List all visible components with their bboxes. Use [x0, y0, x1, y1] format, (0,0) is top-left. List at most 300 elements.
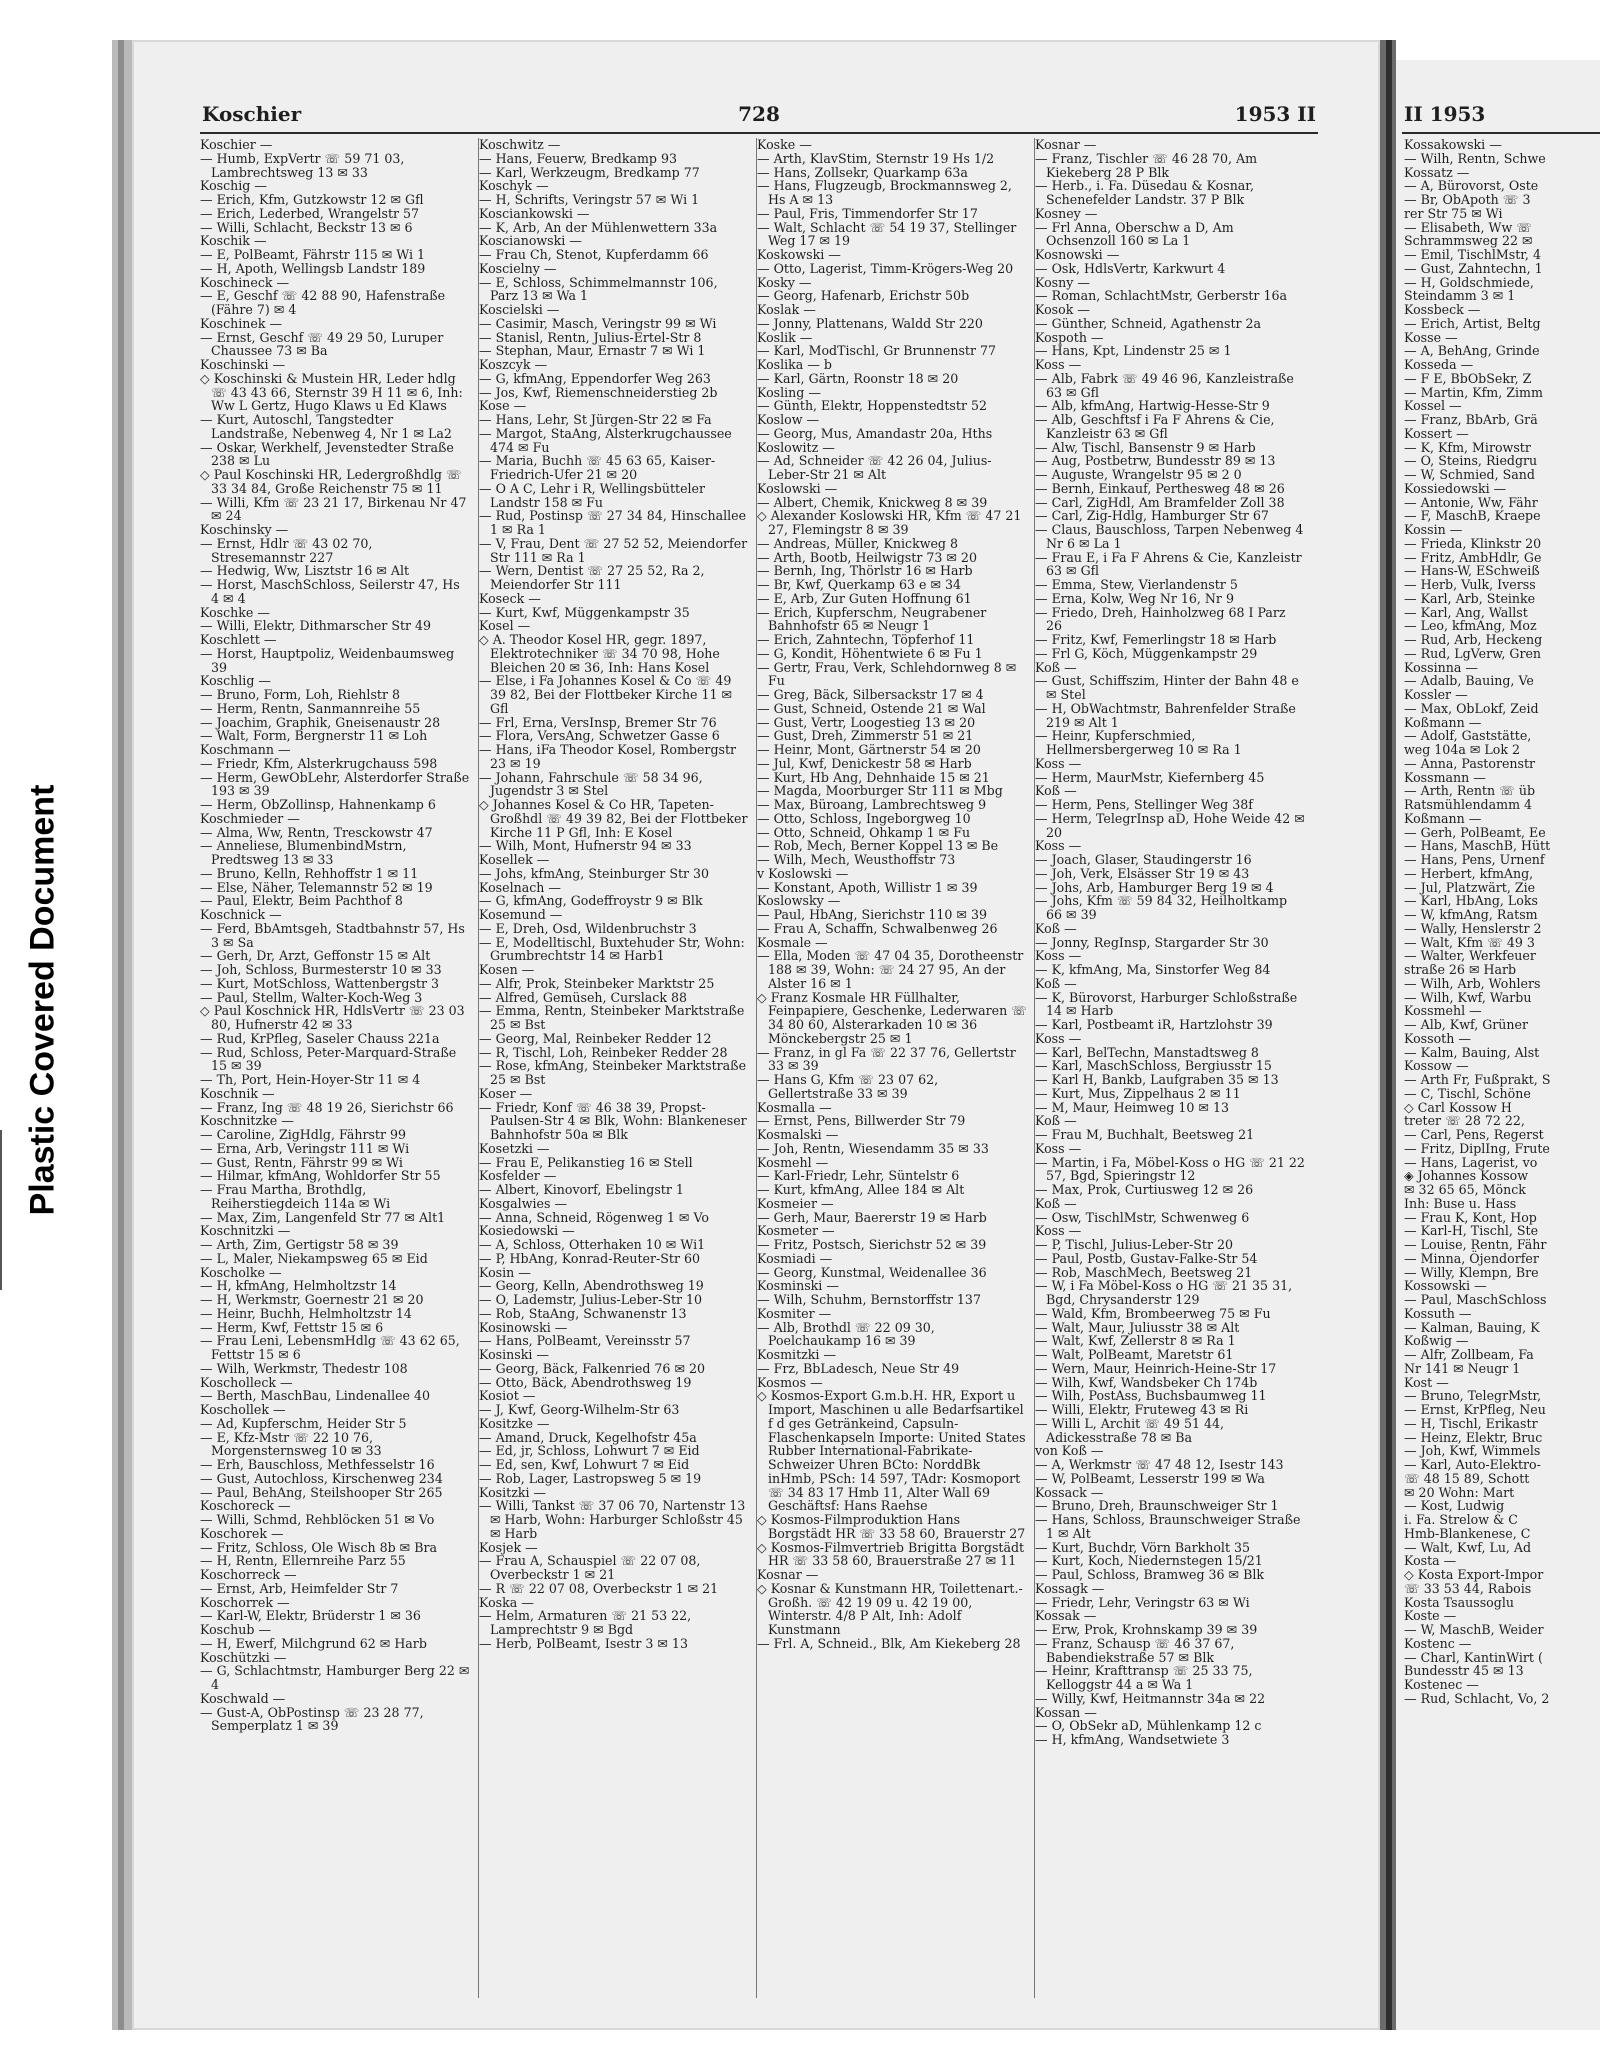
directory-entry: — Andreas, Müller, Knickweg 8 — [757, 535, 959, 551]
directory-entry: — Karl, Postbeamt iR, Hartzlohstr 39 — [1035, 1017, 1273, 1032]
directory-entry: — Herb, PolBeamt, Isestr 3 ✉ 13 — [479, 1635, 688, 1651]
directory-entry: — Wilh, Werkmstr, Thedestr 108 — [200, 1360, 408, 1376]
surname-heading: Kostenec — — [1404, 1677, 1479, 1692]
directory-entry: — Hans, Feuerw, Bredkamp 93 — [479, 150, 678, 166]
surname-heading: Koß — — [1035, 920, 1077, 936]
surname-heading: Koss — — [1035, 838, 1082, 854]
directory-entry: — Otto, Schloss, Ingeborgweg 10 — [757, 810, 971, 826]
directory-entry: — Max, Prok, Curtiusweg 12 ✉ 26 — [1035, 1182, 1254, 1197]
surname-heading: Koß — — [1035, 975, 1077, 991]
surname-heading: Kossatz — — [1404, 164, 1470, 180]
directory-entry: — Walt, Kwf, Zellerstr 8 ✉ Ra 1 — [1035, 1333, 1236, 1349]
surname-heading: Hmb-Blankenese, C — [1404, 1525, 1531, 1541]
surname-heading: Kosling — — [757, 384, 821, 400]
directory-entry: — O, Lademstr, Julius-Leber-Str 10 — [479, 1292, 703, 1307]
directory-entry: — Frau Leni, LebensmHdlg ☏ 43 62 65, Fettstr 15 ✉ 6 — [200, 1333, 460, 1362]
surname-heading: Koschnick — — [200, 907, 282, 922]
facing-entry-column — [1404, 138, 1600, 2018]
surname-heading: Kossack — — [1035, 1484, 1104, 1500]
surname-heading: ☏ 48 15 89, Schott — [1404, 1470, 1530, 1486]
directory-entry: — H, ObWachtmstr, Bahrenfelder Straße 219 ✉ Alt 1 — [1035, 700, 1296, 730]
directory-entry: — Frau Martha, Brothdlg, Reiherstiegdeich 114a ✉ Wi — [200, 1182, 391, 1211]
directory-entry: — Willi, Schmd, Rehblöcken 51 ✉ Vo — [200, 1512, 435, 1527]
directory-entry: — Hans, Lagerist, vo — [1404, 1154, 1538, 1170]
directory-entry: — H, kfmAng, Helmholtzstr 14 — [200, 1278, 397, 1294]
directory-entry: — Helm, Armaturen ☏ 21 53 22, Lamprechtstr 9 ✉ Bgd — [479, 1608, 692, 1637]
directory-entry: — Herm, ObZollinsp, Hahnenkamp 6 — [200, 797, 436, 812]
directory-entry: — Elisabeth, Ww ☏ — [1404, 219, 1532, 235]
surname-heading: Koschik — — [200, 233, 267, 249]
page-header — [202, 102, 1316, 130]
directory-entry: — Gust, Schneid, Ostende 21 ✉ Wal — [757, 700, 986, 716]
directory-entry: — Herm, GewObLehr, Alsterdorfer Straße 193 ✉ 39 — [200, 769, 470, 799]
directory-entry: — Horst, MaschSchloss, Seilerstr 47, Hs 4 ✉ 4 — [200, 577, 460, 606]
directory-entry: — Hilmar, kfmAng, Wohldorfer Str 55 — [200, 1168, 441, 1184]
surname-heading: Kossin — — [1404, 522, 1463, 537]
directory-entry: — Gerh, PolBeamt, Ee — [1404, 824, 1546, 840]
directory-entry: — J, Kwf, Georg-Wilhelm-Str 63 — [479, 1402, 680, 1417]
directory-entry: — A, BehAng, Grinde — [1404, 343, 1540, 359]
directory-entry: — Ed, sen, Kwf, Lohwurt 7 ✉ Eid — [479, 1457, 690, 1472]
directory-entry: — Kurt, Kwf, Müggenkampstr 35 — [479, 604, 690, 620]
directory-entry: — Max, ObLokf, Zeid — [1404, 700, 1539, 716]
directory-entry: — W, MaschB, Weider — [1404, 1622, 1544, 1637]
surname-heading: Koschinek — — [200, 315, 283, 331]
surname-heading: Koß — — [1035, 659, 1077, 675]
directory-entry: — Hans G, Kfm ☏ 23 07 62, Gellertstraße 33 ✉ 39 — [757, 1072, 939, 1101]
directory-entry: — Roman, SchlachtMstr, Gerberstr 16a — [1035, 288, 1287, 304]
entry-column-2 — [478, 138, 749, 1998]
directory-entry: — Walter, Werkfeuer — [1404, 948, 1536, 964]
surname-heading: Koschier — — [200, 138, 273, 152]
directory-entry: — Arth, KlavStim, Sternstr 19 Hs 1/2 — [757, 150, 995, 166]
directory-entry: — Berth, MaschBau, Lindenallee 40 — [200, 1388, 431, 1404]
directory-entry: — Emma, Rentn, Steinbeker Marktstraße 25 ✉ Bst — [479, 1003, 745, 1032]
surname-heading: Koschmieder — — [200, 810, 300, 826]
surname-heading: i. Fa. Strelow & C — [1404, 1512, 1518, 1527]
surname-heading: Kosok — — [1035, 302, 1090, 317]
directory-entry: — Wern, Dentist ☏ 27 25 52, Ra 2, Meiendorfer Str 111 — [479, 563, 705, 592]
directory-entry: — Paul, HbAng, Sierichstr 110 ✉ 39 — [757, 907, 987, 922]
surname-heading: Kossbeck — — [1404, 302, 1481, 317]
directory-entry: — Friedr, Lehr, Veringstr 63 ✉ Wi — [1035, 1594, 1250, 1610]
directory-entry: — Kurt, Mus, Zippelhaus 2 ✉ 11 — [1035, 1085, 1241, 1101]
directory-entry: — Amand, Druck, Kegelhofstr 45a — [479, 1429, 697, 1445]
directory-entry: — O A C, Lehr i R, Wellingsbütteler Landstr 158 ✉ Fu — [479, 480, 706, 510]
directory-entry: — Wilh, Schuhm, Bernstorffstr 137 — [757, 1292, 981, 1307]
surname-heading: Koschke — — [200, 604, 270, 620]
directory-entry: — Jos, Kwf, Riemenschneiderstieg 2b — [479, 384, 718, 400]
surname-heading: Kosfelder — — [479, 1168, 557, 1184]
surname-heading: Kosmalla — — [757, 1099, 832, 1115]
surname-heading: Kosiedowski — — [479, 1223, 575, 1239]
directory-entry: — Joh, Schloss, Burmesterstr 10 ✉ 33 — [200, 962, 442, 977]
surname-heading: Bundesstr 45 ✉ 13 — [1404, 1663, 1524, 1679]
directory-entry: — Friedr, Kfm, Alsterkrugchauss 598 — [200, 755, 438, 771]
directory-entry: — Carl, Pens, Regerst — [1404, 1127, 1544, 1142]
surname-heading: Kossinna — — [1404, 659, 1478, 675]
directory-entry: — Martin, i Fa, Möbel-Koss o HG ☏ 21 22 57, Bgd, Spieringstr 12 — [1035, 1154, 1305, 1184]
surname-heading: Koschinsky — — [200, 522, 289, 537]
surname-heading: Koss — — [1035, 357, 1082, 372]
surname-heading: v Koslowski — — [757, 865, 849, 881]
directory-entry: — A, Werkmstr ☏ 47 48 12, Isestr 143 — [1035, 1457, 1284, 1472]
surname-heading: Kosel — — [479, 618, 531, 634]
directory-entry: — Willy, Kwf, Heitmannstr 34a ✉ 22 — [1035, 1690, 1266, 1706]
directory-entry: — Ernst, Arb, Heimfelder Str 7 — [200, 1580, 399, 1596]
directory-entry: — Karl, Arb, Steinke — [1404, 590, 1536, 606]
surname-heading: Kose — — [479, 398, 527, 414]
directory-entry: — Oskar, Werkhelf, Jevenstedter Straße 238 ✉ Lu — [200, 439, 454, 469]
directory-entry: — Walt, Schlacht ☏ 54 19 37, Stellinger Weg 17 ✉ 19 — [757, 219, 1017, 249]
directory-entry: — Paul, BehAng, Steilshooper Str 265 — [200, 1484, 443, 1500]
directory-entry: — Gust, Rentn, Fährstr 99 ✉ Wi — [200, 1154, 403, 1170]
surname-heading: Kosjek — — [479, 1539, 538, 1555]
directory-entry: — Johs, Kfm ☏ 59 84 32, Heilholtkamp 66 ✉ 39 — [1035, 893, 1288, 922]
directory-entry: — G, Kondit, Höhentwiete 6 ✉ Fu 1 — [757, 645, 983, 661]
directory-entry: — Alb, Geschftsf i Fa F Ahrens & Cie, Kanzleistr 63 ✉ Gfl — [1035, 412, 1275, 441]
surname-heading: Koschub — — [200, 1622, 272, 1637]
surname-heading: Koschineck — — [200, 274, 290, 290]
directory-entry: ◇ Carl Kossow H — [1404, 1099, 1512, 1115]
directory-entry: — Karl H, Bankb, Laufgraben 35 ✉ 13 — [1035, 1072, 1279, 1087]
surname-heading: Koskowski — — [757, 247, 841, 262]
directory-entry: — Max, Zim, Langenfeld Str 77 ✉ Alt1 — [200, 1209, 446, 1225]
directory-entry: — Erich, Lederbed, Wrangelstr 57 — [200, 205, 420, 221]
directory-entry: — Jul, Kwf, Denickestr 58 ✉ Harb — [757, 755, 972, 771]
surname-heading: Koste — — [1404, 1608, 1457, 1624]
surname-heading: Koschwald — — [200, 1690, 286, 1706]
surname-heading: Kossert — — [1404, 425, 1469, 441]
directory-entry: — Walt, Kwf, Lu, Ad — [1404, 1539, 1532, 1555]
directory-entry: — Ferd, BbAmtsgeh, Stadtbahnstr 57, Hs 3 ✉ Sa — [200, 920, 465, 950]
surname-heading: Kosnowski — — [1035, 247, 1120, 262]
directory-entry: — Wilh, Rentn, Schwe — [1404, 150, 1546, 166]
directory-entry: — Günther, Schneid, Agathenstr 2a — [1035, 315, 1262, 331]
facing-header-rule — [1402, 132, 1600, 134]
directory-entry: — Flora, VersAng, Schwetzer Gasse 6 — [479, 728, 720, 744]
directory-entry: — Georg, Kelln, Abendrothsweg 19 — [479, 1278, 704, 1294]
directory-entry: — Humb, ExpVertr ☏ 59 71 03, Lambrechtsweg 13 ✉ 33 — [200, 150, 405, 180]
surname-heading: straße 26 ✉ Harb — [1404, 962, 1517, 977]
directory-entry: — Wilh, Kwf, Wandsbeker Ch 174b — [1035, 1374, 1258, 1390]
directory-entry: — Walt, Maur, Juliusstr 38 ✉ Alt — [1035, 1319, 1240, 1335]
directory-entry: ◇ Kosnar & Kunstmann HR, Toilettenart.-Großh. ☏ 42 19 09 u. 42 19 00, Winterstr. 4/8 P Alt, Inh: Adolf Kunstmann — [757, 1580, 1023, 1637]
directory-entry: — Hans, Schloss, Braunschweiger Straße 1 ✉ Alt — [1035, 1512, 1301, 1541]
surname-heading: treter ☏ 28 72 22, — [1404, 1113, 1525, 1129]
surname-heading: Koselnach — — [479, 879, 561, 895]
directory-entry: — Erna, Arb, Veringstr 111 ✉ Wi — [200, 1140, 410, 1156]
directory-entry: — Alb, Brothdl ☏ 22 09 30, Poelchaukamp 16 ✉ 39 — [757, 1319, 935, 1349]
directory-entry: — Ernst, KrPfleg, Neu — [1404, 1402, 1546, 1417]
surname-heading: Kosmeier — — [757, 1195, 834, 1211]
directory-entry: — E, PolBeamt, Fährstr 115 ✉ Wi 1 — [200, 247, 426, 262]
surname-heading: Koschwitz — — [479, 138, 561, 152]
directory-entry: — Georg, Bäck, Falkenried 76 ✉ 20 — [479, 1360, 706, 1376]
directory-entry: — Jonny, Plattenans, Waldd Str 220 — [757, 315, 983, 331]
directory-entry: — Willy, Klempn, Bre — [1404, 1264, 1539, 1280]
directory-entry: — Otto, Lagerist, Timm-Krögers-Weg 20 — [757, 260, 1014, 276]
directory-entry: — Gust, Autochloss, Kirschenweg 234 — [200, 1470, 443, 1486]
surname-heading: Koßwig — — [1404, 1333, 1469, 1349]
directory-entry: — E, Geschf ☏ 42 88 90, Hafenstraße (Fähre 7) ✉ 4 — [200, 288, 446, 317]
directory-entry: — Willi, Elektr, Dithmarscher Str 49 — [200, 618, 432, 634]
directory-entry: — Adolf, Gaststätte, — [1404, 728, 1532, 744]
directory-entry: — Rob, MaschMech, Beetsweg 21 — [1035, 1264, 1253, 1280]
directory-entry: — Karl, MaschSchloss, Bergiusstr 15 — [1035, 1058, 1272, 1074]
directory-entry: — Auguste, Wrangelstr 95 ✉ 2 0 — [1035, 467, 1242, 482]
directory-entry: — O, ObSekr aD, Mühlenkamp 12 c — [1035, 1718, 1262, 1734]
directory-entry: — Frl Anna, Oberschw a D, Am Ochsenzoll 160 ✉ La 1 — [1035, 219, 1234, 249]
directory-entry: — Adalb, Bauing, Ve — [1404, 673, 1534, 689]
directory-entry: — Minna, Öjendorfer — [1404, 1250, 1539, 1266]
surname-heading: Koschmann — — [200, 742, 291, 757]
surname-heading: Koschlig — — [200, 673, 271, 689]
directory-entry: — Joh, Verk, Elsässer Str 19 ✉ 43 — [1035, 865, 1250, 881]
directory-entry: — Walt, Form, Bergnerstr 11 ✉ Loh — [200, 728, 428, 744]
directory-entry: — Bruno, Dreh, Braunschweiger Str 1 — [1035, 1498, 1279, 1514]
directory-entry: — Ernst, Pens, Billwerder Str 79 — [757, 1113, 966, 1129]
surname-heading: Koslak — — [757, 302, 816, 317]
directory-entry: — Ella, Moden ☏ 47 04 35, Dorotheenstr 188 ✉ 39, Wohn: ☏ 24 27 95, An der Alster 16 ✉ 1 — [757, 948, 1024, 991]
directory-entry: — H, Werkmstr, Goernestr 21 ✉ 20 — [200, 1292, 424, 1307]
directory-entry: — Heinr, Buchh, Helmholtzstr 14 — [200, 1305, 412, 1321]
surname-heading: Koschorrek — — [200, 1594, 290, 1610]
surname-heading: Koschnitzke — — [200, 1113, 294, 1129]
directory-entry: — G, Schlachtmstr, Hamburger Berg 22 ✉ 4 — [200, 1663, 470, 1692]
directory-entry: — K, Kfm, Mirowstr — [1404, 439, 1531, 455]
directory-entry: — Bernh, Ing, Thörlstr 16 ✉ Harb — [757, 563, 973, 579]
surname-heading: Kosnar — — [757, 1567, 819, 1582]
directory-entry: — Heinr, Mont, Gärtnerstr 54 ✉ 20 — [757, 742, 981, 757]
directory-entry: — Willi, Kfm ☏ 23 21 17, Birkenau Nr 47 ✉ 24 — [200, 494, 467, 524]
directory-entry: — Osk, HdlsVertr, Karkwurt 4 — [1035, 260, 1226, 276]
surname-heading: Koschnitzki — — [200, 1223, 291, 1239]
directory-entry: — Horst, Hauptpoliz, Weidenbaumsweg 39 — [200, 645, 455, 675]
surname-heading: Kosta Tsaussoglu — [1404, 1594, 1514, 1610]
surname-heading: Koschlett — — [200, 632, 277, 647]
directory-entry: — Alb, Fabrk ☏ 49 46 96, Kanzleistraße 63 ✉ Gfl — [1035, 370, 1294, 400]
directory-entry: — Hans, Pens, Urnenf — [1404, 852, 1545, 867]
directory-entry: — Wilh, PostAss, Buchsbaumweg 11 — [1035, 1388, 1267, 1404]
directory-entry: — Karl, HbAng, Loks — [1404, 893, 1538, 909]
directory-entry: — W, Schmied, Sand — [1404, 467, 1535, 482]
directory-entry: — Stephan, Maur, Ernastr 7 ✉ Wi 1 — [479, 343, 706, 359]
surname-heading: Kossagk — — [1035, 1580, 1105, 1596]
directory-entry: ◇ Johannes Kosel & Co HR, Tapeten-Großhdl ☏ 49 39 82, Bei der Flottbeker Kirche 11 P Gfl, Inh: E Kosel — [479, 797, 748, 840]
surname-heading: Koscielny — — [479, 260, 557, 276]
directory-entry: — Erich, Zahntechn, Töpferhof 11 — [757, 632, 975, 647]
directory-entry: — Jonny, RegInsp, Stargarder Str 30 — [1035, 934, 1269, 950]
directory-entry: — E, Schloss, Schimmelmannstr 106, Parz 13 ✉ Wa 1 — [479, 274, 718, 304]
directory-entry: — Kurt, Koch, Niedernstegen 15/21 — [1035, 1553, 1263, 1569]
directory-entry: — Joh, Kwf, Wimmels — [1404, 1443, 1541, 1459]
directory-entry: ◇ Kosmos-Filmproduktion Hans Borgstädt HR ☏ 33 58 60, Brauerstr 27 — [757, 1512, 1026, 1541]
surname-heading: Kosinowski — — [479, 1319, 568, 1335]
directory-entry: ◇ Paul Koschnick HR, HdlsVertr ☏ 23 03 80, Hufnerstr 42 ✉ 33 — [200, 1003, 465, 1032]
surname-heading: ☏ 33 53 44, Rabois — [1404, 1580, 1532, 1596]
directory-entry: — Frau A, Schaffn, Schwalbenweg 26 — [757, 920, 998, 936]
surname-heading: Ratsmühlendamm 4 — [1404, 797, 1533, 812]
directory-entry: — Fritz, AmbHdlr, Ge — [1404, 549, 1542, 565]
directory-entry: — Rob, Lager, Lastropsweg 5 ✉ 19 — [479, 1470, 702, 1486]
surname-heading: Koßmann — — [1404, 810, 1482, 826]
directory-entry: — Rud, Schlacht, Vo, 2 — [1404, 1690, 1550, 1706]
directory-entry: — A, Schloss, Otterhaken 10 ✉ Wi1 — [479, 1237, 706, 1252]
directory-entry: — H, Goldschmiede, — [1404, 274, 1534, 290]
surname-heading: Kosmehl — — [757, 1154, 829, 1170]
directory-entry: — H, Schrifts, Veringstr 57 ✉ Wi 1 — [479, 192, 700, 207]
directory-entry: — A, Bürovorst, Oste — [1404, 178, 1539, 194]
directory-entry: — C, Tischl, Schöne — [1404, 1085, 1531, 1101]
surname-heading: Koschollek — — [200, 1402, 286, 1417]
directory-entry: — Fritz, Postsch, Sierichstr 52 ✉ 39 — [757, 1237, 987, 1252]
directory-entry: — Hans, Kpt, Lindenstr 25 ✉ 1 — [1035, 343, 1232, 359]
directory-entry: — Joachim, Graphik, Gneisenaustr 28 — [200, 714, 441, 730]
directory-entry: — Gust-A, ObPostinsp ☏ 23 28 77, Semperplatz 1 ✉ 39 — [200, 1704, 424, 1734]
directory-entry: — E, Modelltischl, Buxtehuder Str, Wohn: Grumbrechtstr 14 ✉ Harb1 — [479, 934, 745, 964]
directory-entry: — Konstant, Apoth, Willistr 1 ✉ 39 — [757, 879, 978, 895]
surname-heading: Koscielski — — [479, 302, 560, 317]
surname-heading: Kossakowski — — [1404, 138, 1502, 152]
directory-entry: — H, Ewerf, Milchgrund 62 ✉ Harb — [200, 1635, 427, 1651]
directory-entry: — Bernh, Einkauf, Perthesweg 48 ✉ 26 — [1035, 480, 1285, 496]
directory-entry: — Osw, TischlMstr, Schwenweg 6 — [1035, 1209, 1250, 1225]
directory-entry: — H, Tischl, Erikastr — [1404, 1415, 1538, 1431]
surname-heading: Koske — — [757, 138, 812, 152]
directory-entry: — Paul, Schloss, Bramweg 36 ✉ Blk — [1035, 1567, 1265, 1582]
directory-entry: — R, Tischl, Loh, Reinbeker Redder 28 — [479, 1044, 728, 1060]
surname-heading: Kosgalwies — — [479, 1195, 568, 1211]
directory-entry: — Wilh, Arb, Wohlers — [1404, 975, 1541, 991]
directory-entry: ◇ Franz Kosmale HR Füllhalter, Feinpapiere, Geschenke, Lederwaren ☏ 34 80 60, Alsterarkaden 10 ✉ 36 Mönckebergstr 25 ✉ 1 — [757, 989, 1027, 1046]
surname-heading: Kost — — [1404, 1374, 1449, 1390]
surname-heading: Koszcyk — — [479, 357, 548, 372]
directory-entry: — Rud, KrPfleg, Saseler Chauss 221a — [200, 1030, 440, 1046]
plastic-covered-label: Plastic Covered Document — [23, 784, 62, 1216]
directory-entry: — Herbert, kfmAng, — [1404, 865, 1534, 881]
surname-heading: Kosmale — — [757, 934, 828, 950]
directory-entry: — Alfr, Zollbeam, Fa — [1404, 1347, 1534, 1362]
surname-heading: Kosetzki — — [479, 1140, 550, 1156]
directory-entry: — Kalman, Bauing, K — [1404, 1319, 1540, 1335]
surname-heading: Kossan — — [1035, 1704, 1097, 1720]
plastic-covered-stamp — [8, 750, 78, 1250]
directory-entry: — Erh, Bauschloss, Methfesselstr 16 — [200, 1457, 435, 1472]
directory-entry: — Ernst, Geschf ☏ 49 29 50, Luruper Chaussee 73 ✉ Ba — [200, 329, 444, 359]
surname-heading: Kosen — — [479, 962, 535, 977]
page-number: 728 — [738, 102, 780, 126]
directory-entry: — Otto, Schneid, Ohkamp 1 ✉ Fu — [757, 824, 971, 840]
directory-entry: — Karl-Friedr, Lehr, Süntelstr 6 — [757, 1168, 960, 1184]
directory-entry: — Aug, Postbetrw, Bundesstr 89 ✉ 13 — [1035, 453, 1276, 469]
directory-entry: — Ad, Kupferschm, Heider Str 5 — [200, 1415, 407, 1431]
directory-entry: — Herm, Pens, Stellinger Weg 38f — [1035, 797, 1253, 812]
directory-entry: — K, Bürovorst, Harburger Schloßstraße 14 ✉ Harb — [1035, 989, 1298, 1019]
surname-heading: Koslik — — [757, 329, 813, 345]
directory-entry: — Georg, Hafenarb, Erichstr 50b — [757, 288, 970, 304]
directory-entry: — Frz, BbLadesch, Neue Str 49 — [757, 1360, 960, 1376]
directory-entry: — Kurt, Hb Ang, Dehnhaide 15 ✉ 21 — [757, 769, 990, 785]
directory-entry: — H, kfmAng, Wandsetwiete 3 — [1035, 1732, 1230, 1747]
directory-entry: — Herm, MaurMstr, Kiefernberg 45 — [1035, 769, 1265, 785]
directory-entry: — Antonie, Ww, Fähr — [1404, 494, 1538, 510]
surname-heading: Kosmalski — — [757, 1127, 839, 1142]
surname-heading: Koschorek — — [200, 1525, 284, 1541]
directory-entry: — Wern, Maur, Heinrich-Heine-Str 17 — [1035, 1360, 1277, 1376]
directory-entry: — Walt, PolBeamt, Maretstr 61 — [1035, 1347, 1234, 1362]
surname-heading: Koss — — [1035, 755, 1082, 771]
directory-entry: ◇ Alexander Koslowski HR, Kfm ☏ 47 21 27, Flemingstr 8 ✉ 39 — [757, 508, 1022, 537]
directory-entry: ◇ A. Theodor Kosel HR, gegr. 1897, Elektrotechniker ☏ 34 70 98, Hohe Bleichen 20 ✉ 36, Inh: Hans Kosel — [479, 632, 720, 675]
entry-column-3 — [756, 138, 1027, 1998]
surname-heading: Koss — — [1035, 1030, 1082, 1046]
directory-entry: — Günth, Elektr, Hoppenstedtstr 52 — [757, 398, 987, 414]
directory-entry: — Alma, Ww, Rentn, Tresckowstr 47 — [200, 824, 433, 840]
surname-heading: Koslow — — [757, 412, 820, 427]
directory-entry: — G, kfmAng, Godeffroystr 9 ✉ Blk — [479, 893, 703, 909]
directory-entry: — Arth, Zim, Gertigstr 58 ✉ 39 — [200, 1237, 399, 1252]
directory-entry: — H, Apoth, Wellingsb Landstr 189 — [200, 260, 426, 276]
surname-heading: Koschorreck — — [200, 1567, 297, 1582]
entry-columns — [200, 138, 1308, 1998]
entry-column-4 — [1034, 138, 1305, 1998]
surname-heading: Koscholleck — — [200, 1374, 293, 1390]
directory-entry: — Erna, Kolw, Weg Nr 16, Nr 9 — [1035, 590, 1234, 606]
directory-entry: — Joach, Glaser, Staudingerstr 16 — [1035, 852, 1252, 867]
surname-heading: Kossiedowski — — [1404, 480, 1507, 496]
surname-heading: Kossler — — [1404, 687, 1468, 702]
surname-heading: Koß — — [1035, 783, 1077, 799]
directory-entry: — Paul, Stellm, Walter-Koch-Weg 3 — [200, 989, 423, 1005]
surname-heading: Koss — — [1035, 948, 1082, 964]
surname-heading: Koß — — [1035, 1113, 1077, 1129]
directory-entry: — Friedo, Dreh, Hainholzweg 68 I Parz 26 — [1035, 604, 1286, 634]
directory-entry: — Gust, Vertr, Loogestieg 13 ✉ 20 — [757, 714, 976, 730]
directory-entry: — Else, Näher, Telemannstr 52 ✉ 19 — [200, 879, 433, 895]
directory-entry: — R ☏ 22 07 08, Overbeckstr 1 ✉ 21 — [479, 1580, 719, 1596]
directory-entry: — Willi, Schlacht, Beckstr 13 ✉ 6 — [200, 219, 413, 235]
directory-entry: — Walt, Kfm ☏ 49 3 — [1404, 934, 1535, 950]
directory-entry: — Frau K, Kont, Hop — [1404, 1209, 1537, 1225]
directory-entry: — Frau E, Pelikanstieg 16 ✉ Stell — [479, 1154, 693, 1170]
directory-entry: — M, Maur, Heimweg 10 ✉ 13 — [1035, 1099, 1229, 1115]
directory-entry: — Bruno, Kelln, Rehhoffstr 1 ✉ 11 — [200, 865, 419, 881]
surname-heading: Koscianowski — — [479, 233, 582, 249]
directory-entry: — Stanisl, Rentn, Julius-Ertel-Str 8 — [479, 329, 702, 345]
directory-entry: ◇ Paul Koschinski HR, Ledergroßhdlg ☏ 33 34 84, Große Reichenstr 75 ✉ 11 — [200, 467, 462, 496]
directory-entry: — Georg, Kunstmal, Weidenallee 36 — [757, 1264, 987, 1280]
surname-heading: Kossow — — [1404, 1058, 1469, 1074]
directory-entry: — Hans, Lehr, St Jürgen-Str 22 ✉ Fa — [479, 412, 712, 427]
directory-entry: — Karl-H, Tischl, Ste — [1404, 1223, 1539, 1239]
surname-heading: Kossak — — [1035, 1608, 1097, 1624]
directory-entry: — Gerh, Maur, Baererstr 19 ✉ Harb — [757, 1209, 987, 1225]
directory-entry: — Maria, Buchh ☏ 45 63 65, Kaiser-Friedrich-Ufer 21 ✉ 20 — [479, 453, 716, 482]
surname-heading: Koßmann — — [1404, 714, 1482, 730]
directory-entry: — Heinz, Elektr, Bruc — [1404, 1429, 1543, 1445]
directory-entry: — Carl, Zig-Hdlg, Hamburger Str 67 — [1035, 508, 1269, 524]
surname-heading: Kosin — — [479, 1264, 531, 1280]
directory-entry: — Paul, Fris, Timmendorfer Str 17 — [757, 205, 978, 221]
directory-entry: — P, HbAng, Konrad-Reuter-Str 60 — [479, 1250, 701, 1266]
directory-entry: — Gerh, Dr, Arzt, Geffonstr 15 ✉ Alt — [200, 948, 431, 964]
directory-entry: — Fritz, Kwf, Femerlingstr 18 ✉ Harb — [1035, 632, 1277, 647]
directory-entry: — Wilh, Mont, Hufnerstr 94 ✉ 33 — [479, 838, 692, 854]
directory-entry: — Hans, Zollsekr, Quarkamp 63a — [757, 164, 968, 180]
surname-heading: Kossmehl — — [1404, 1003, 1482, 1019]
directory-entry: — Greg, Bäck, Silbersackstr 17 ✉ 4 — [757, 687, 984, 702]
